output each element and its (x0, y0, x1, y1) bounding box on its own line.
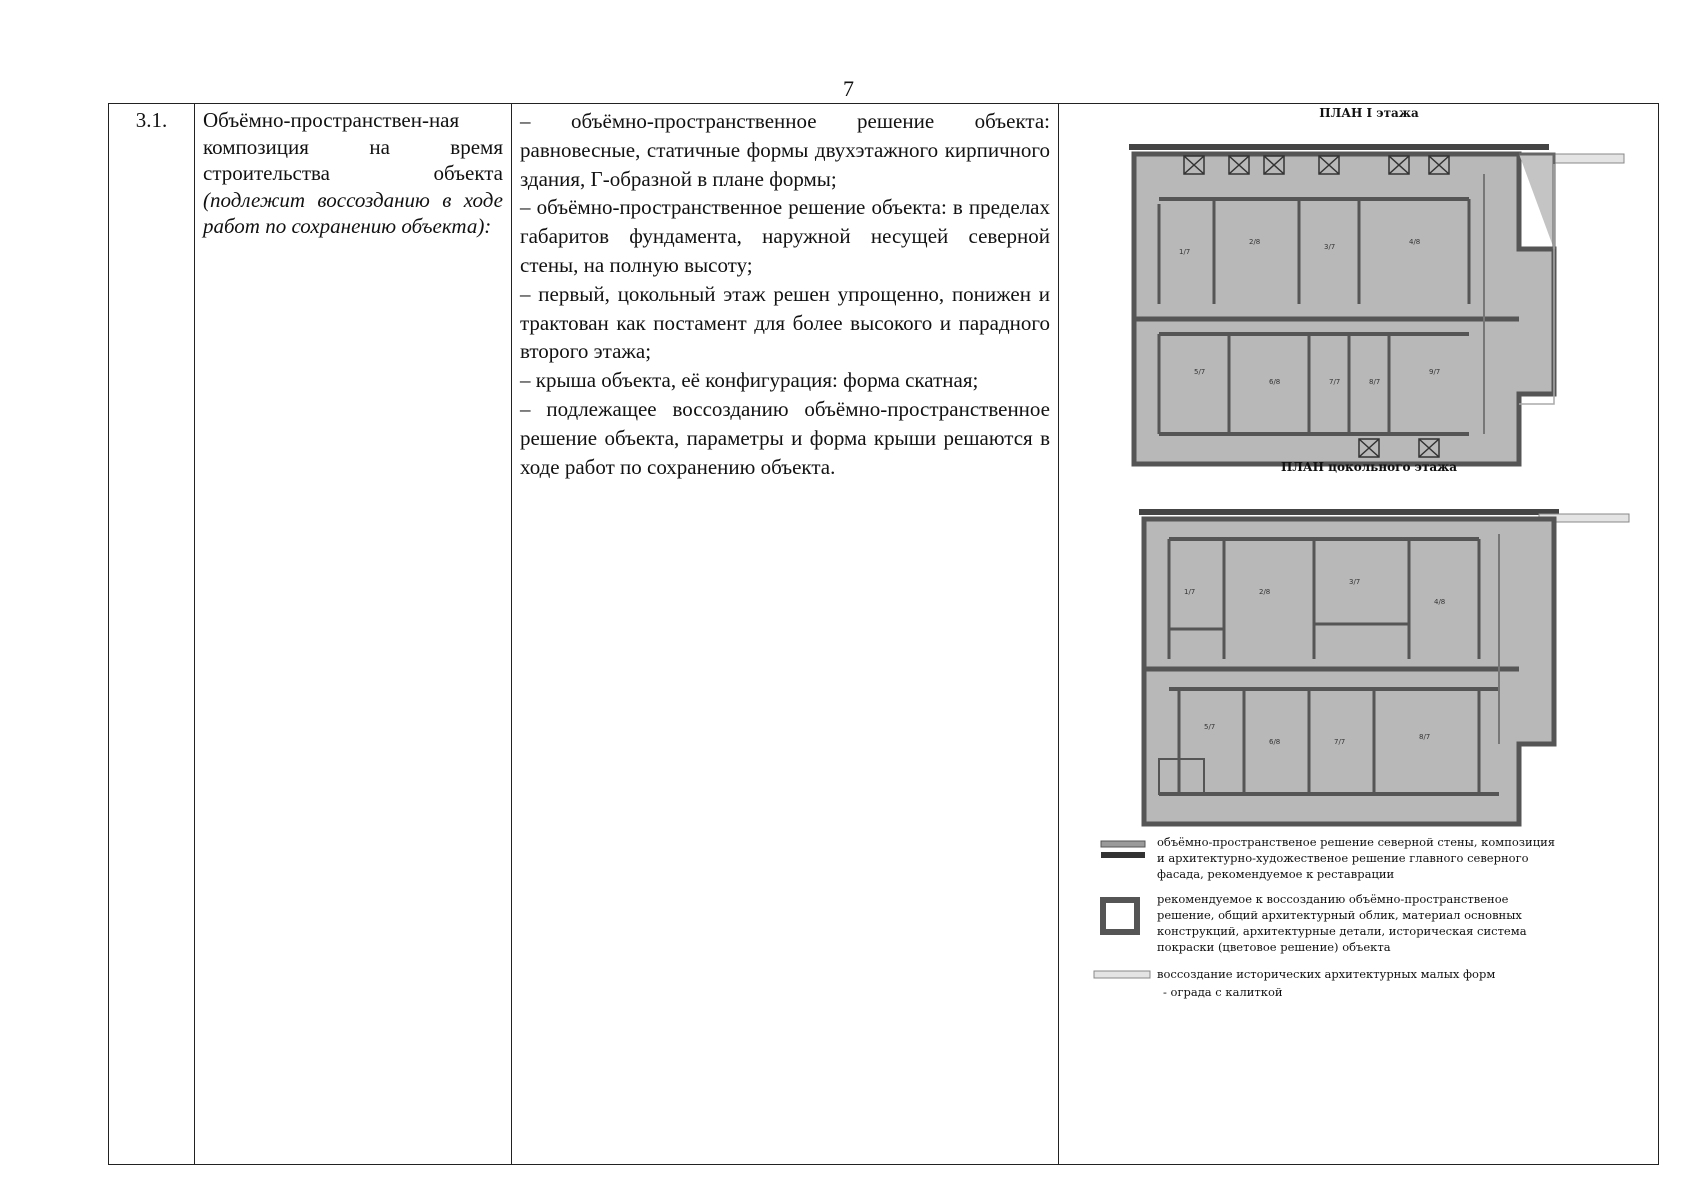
description-item: – подлежащее воссозданию объёмно-пространственное решение объекта, параметры и форма крыши решаются в ходе работ по сохранению объекта. (520, 396, 1050, 479)
row-name-cell (195, 104, 512, 1165)
svg-text:2/8: 2/8 (1259, 588, 1271, 596)
protection-subject-table (108, 103, 1659, 1165)
svg-text:7/7: 7/7 (1334, 738, 1346, 746)
legend-item-3-sub: - ограда с калиткой (1163, 985, 1283, 999)
svg-text:4/8: 4/8 (1409, 238, 1421, 246)
svg-text:3/7: 3/7 (1349, 578, 1361, 586)
row-description-cell (512, 104, 1059, 1165)
description-item: – объёмно-пространственное решение объекта: равновесные, статичные формы двухэтажного кирпичного здания, Г-образной в плане формы; (520, 109, 1050, 191)
svg-text:6/8: 6/8 (1269, 738, 1281, 746)
legend-wall-symbol (1099, 839, 1147, 861)
description-item: – первый, цокольный этаж решен упрощенно, понижен и трактован как постамент для более высокого и парадного второго этажа; (520, 281, 1050, 364)
table-row (109, 104, 1659, 1165)
svg-text:9/7: 9/7 (1429, 368, 1441, 376)
basement-floor-plan (1099, 504, 1639, 834)
svg-text:5/7: 5/7 (1204, 723, 1216, 731)
plan1-title: ПЛАН I этажа (1319, 106, 1419, 120)
svg-text:5/7: 5/7 (1194, 368, 1206, 376)
svg-text:4/8: 4/8 (1434, 598, 1446, 606)
legend-item-1: объёмно-пространственое решение северной стены, композиция и архитектурно-художественое решение главного северного фасада, рекомендуемое к реставрации (1157, 835, 1556, 881)
row-name-note: (подлежит воссозданию в ходе работ по сохранению объекта): (203, 187, 503, 238)
svg-text:8/7: 8/7 (1419, 733, 1431, 741)
legend-item-2: рекомендуемое к воссозданию объёмно-пространственое решение, общий архитектурный облик, материал основных конструкций, архитектурные детали, историческая система покраски (цветовое решение) объекта (1157, 892, 1527, 954)
drawing-cell (1059, 104, 1659, 1165)
svg-text:7/7: 7/7 (1329, 378, 1341, 386)
row-name: Объёмно-пространствен-ная композиция на время строительства объекта (203, 108, 503, 185)
legend-item-3: воссоздание исторических архитектурных малых форм (1157, 967, 1496, 981)
first-floor-plan (1099, 134, 1639, 474)
svg-text:1/7: 1/7 (1179, 248, 1191, 256)
svg-text:8/7: 8/7 (1369, 378, 1381, 386)
description-item: – крыша объекта, её конфигурация: форма скатная; (520, 368, 979, 393)
description-item: – объёмно-пространственное решение объекта: в пределах габаритов фундамента, наружной несущей северной стены, на полную высоту; (520, 195, 1050, 277)
legend-fence-symbol (1093, 969, 1153, 981)
row-number: 3.1. (109, 104, 195, 1165)
svg-text:6/8: 6/8 (1269, 378, 1281, 386)
svg-text:3/7: 3/7 (1324, 243, 1336, 251)
plan2-title: ПЛАН цокольного этажа (1280, 460, 1458, 474)
page-number: 7 (843, 76, 854, 101)
svg-text:1/7: 1/7 (1184, 588, 1196, 596)
legend-building-symbol (1099, 896, 1141, 936)
svg-text:2/8: 2/8 (1249, 238, 1261, 246)
